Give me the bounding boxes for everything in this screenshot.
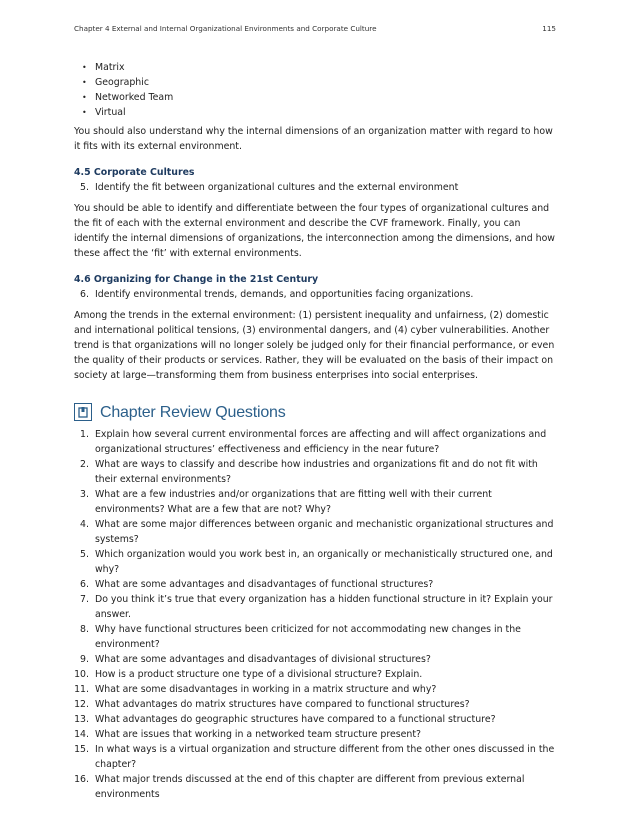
question-text: What are some disadvantages in working in a matrix structure and why? bbox=[95, 684, 437, 695]
question-number: 11. bbox=[74, 684, 89, 695]
running-header bbox=[74, 24, 556, 33]
list-item bbox=[74, 622, 556, 652]
question-text: What advantages do matrix structures have compared to functional structures? bbox=[95, 699, 470, 710]
list-item bbox=[74, 727, 556, 742]
list-item: • Matrix bbox=[74, 60, 556, 75]
paragraph-organizing-change: Among the trends in the external environment: (1) persistent inequality and unfairness, (2) domestic and international political tensions, (3) environmental dangers, and (4) cyber vulnerabilities. Another trend is that organizations will no longer solely be judged only for their financial performance, or even the quality of their products or services. Rather, they will be evaluated on the basis of their impact on society at large—transforming them from business enterprises into social enterprises. bbox=[74, 310, 555, 381]
list-item bbox=[74, 457, 556, 487]
chapter-title: Chapter 4 External and Internal Organizational Environments and Corporate Culture bbox=[74, 24, 377, 33]
question-number: 8. bbox=[80, 624, 89, 635]
question-number: 16. bbox=[74, 774, 89, 785]
objective-text: Identify environmental trends, demands, and opportunities facing organizations. bbox=[95, 289, 474, 300]
question-number: 1. bbox=[80, 429, 89, 440]
learning-objective-5 bbox=[74, 180, 556, 195]
question-number: 4. bbox=[80, 519, 89, 530]
question-text: Do you think it’s true that every organization has a hidden functional structure in it? Explain your answer. bbox=[95, 594, 553, 620]
review-questions-header bbox=[74, 403, 556, 421]
section-heading-4-6: 4.6 Organizing for Change in the 21st Century bbox=[74, 274, 319, 285]
list-item bbox=[74, 592, 556, 622]
list-item bbox=[74, 667, 556, 682]
list-item bbox=[74, 547, 556, 577]
question-text: What are ways to classify and describe how industries and organizations fit and do not fit with their external environments? bbox=[95, 459, 538, 485]
review-questions-icon bbox=[74, 403, 92, 421]
objective-text: Identify the fit between organizational cultures and the external environment bbox=[95, 182, 459, 193]
question-text: What advantages do geographic structures have compared to a functional structure? bbox=[95, 714, 496, 725]
question-text: Which organization would you work best in, an organically or mechanistically structured one, and why? bbox=[95, 549, 553, 575]
list-item bbox=[74, 682, 556, 697]
list-item bbox=[74, 742, 556, 772]
question-number: 13. bbox=[74, 714, 89, 725]
review-questions-title: Chapter Review Questions bbox=[100, 403, 286, 421]
list-item bbox=[74, 427, 556, 457]
list-item bbox=[74, 487, 556, 517]
question-number: 2. bbox=[80, 459, 89, 470]
review-questions-list bbox=[74, 427, 556, 802]
structure-types-list bbox=[74, 60, 556, 120]
objective-number: 5. bbox=[80, 182, 89, 193]
question-text: What are a few industries and/or organizations that are fitting well with their current environments? What are a few that are not? Why? bbox=[95, 489, 492, 515]
question-number: 5. bbox=[80, 549, 89, 560]
question-number: 3. bbox=[80, 489, 89, 500]
question-number: 15. bbox=[74, 744, 89, 755]
question-number: 9. bbox=[80, 654, 89, 665]
question-number: 12. bbox=[74, 699, 89, 710]
question-text: What are some advantages and disadvantages of divisional structures? bbox=[95, 654, 431, 665]
section-heading-4-5: 4.5 Corporate Cultures bbox=[74, 167, 195, 178]
paragraph-internal-dimensions: You should also understand why the internal dimensions of an organization matter with regard to how it fits with its external environment. bbox=[74, 126, 553, 152]
learning-objective-6 bbox=[74, 287, 556, 302]
list-item bbox=[74, 652, 556, 667]
list-item: • Geographic bbox=[74, 75, 556, 90]
list-item: • Virtual bbox=[74, 105, 556, 120]
question-text: What are some advantages and disadvantages of functional structures? bbox=[95, 579, 434, 590]
question-text: How is a product structure one type of a divisional structure? Explain. bbox=[95, 669, 423, 680]
paragraph-corporate-cultures: You should be able to identify and differentiate between the four types of organizational cultures and the fit of each with the external environment and describe the CVF framework. Finally, you can identify the internal dimensions of organizations, the interconnection among the dimensions, and how these affect the ‘fit’ with external environments. bbox=[74, 203, 555, 259]
question-number: 6. bbox=[80, 579, 89, 590]
list-item bbox=[74, 712, 556, 727]
question-text: Explain how several current environmental forces are affecting and will affect organizations and organizational structures’ effectiveness and efficiency in the near future? bbox=[95, 429, 547, 455]
question-text: What major trends discussed at the end of this chapter are different from previous external environments bbox=[95, 774, 525, 800]
question-number: 7. bbox=[80, 594, 89, 605]
objective-number: 6. bbox=[80, 289, 89, 300]
list-item bbox=[74, 517, 556, 547]
list-item bbox=[74, 772, 556, 802]
list-item bbox=[74, 577, 556, 592]
question-text: Why have functional structures been criticized for not accommodating new changes in the environment? bbox=[95, 624, 521, 650]
question-number: 14. bbox=[74, 729, 89, 740]
list-item bbox=[74, 697, 556, 712]
list-item: • Networked Team bbox=[74, 90, 556, 105]
question-text: What are some major differences between organic and mechanistic organizational structures and systems? bbox=[95, 519, 554, 545]
page-number: 115 bbox=[542, 24, 556, 33]
question-text: In what ways is a virtual organization and structure different from the other ones discussed in the chapter? bbox=[95, 744, 555, 770]
question-text: What are issues that working in a networked team structure present? bbox=[95, 729, 422, 740]
question-number: 10. bbox=[74, 669, 89, 680]
main-content bbox=[74, 60, 556, 802]
